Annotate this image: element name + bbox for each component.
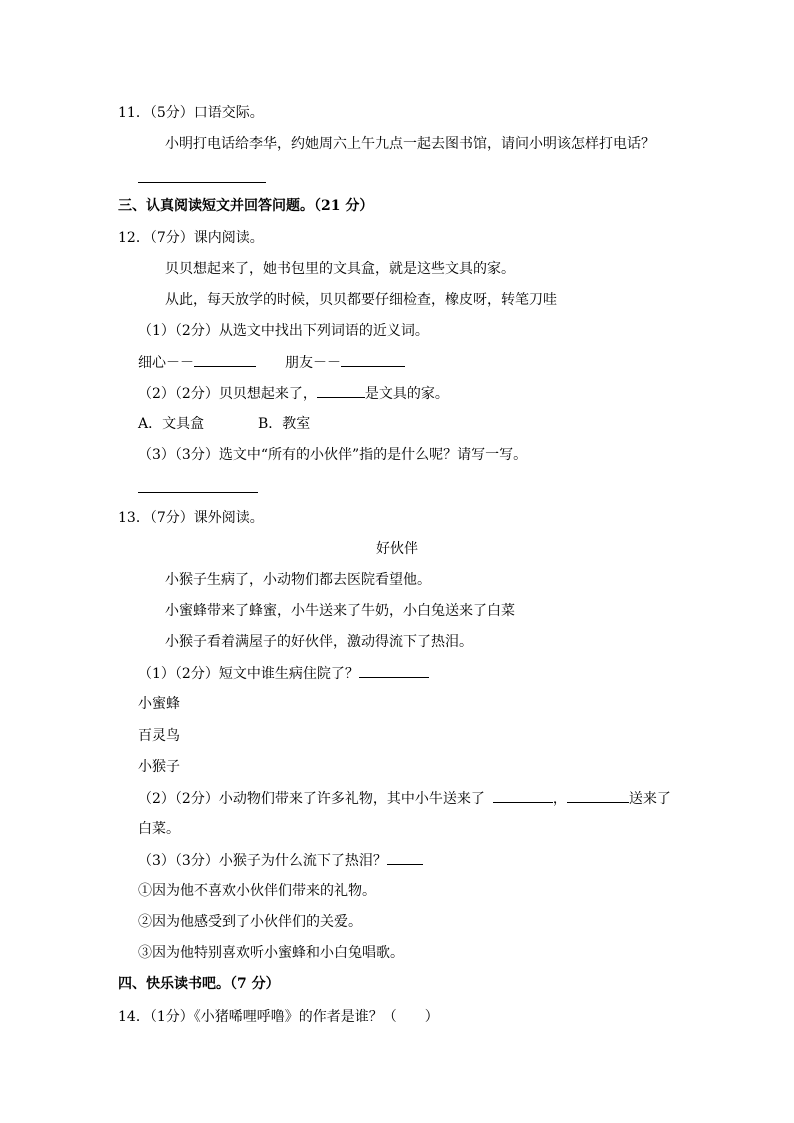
q13-sub2-cont: 白菜。 [138,821,180,837]
q13-sub3-text: （3）（3分）小猴子为什么流下了热泪？ [138,853,387,869]
q13-story-title: 好伙伴 [376,541,418,557]
q13-para1: 小猴子生病了，小动物们都去医院看望他。 [165,572,431,588]
q12-title: 12．（7分）课内阅读。 [118,230,264,246]
q13-sub2-blank1[interactable] [493,788,553,803]
q12-word2-blank[interactable] [341,352,405,367]
q12-word1-blank[interactable] [194,352,256,367]
q13-option-1[interactable]: ①因为他不喜欢小伙伴们带来的礼物。 [138,883,376,899]
q13-sub2-post: 送来了 [628,791,671,807]
q13-sub2-blank2[interactable] [567,788,629,803]
q12-word2: 朋友－－ [285,355,341,371]
q12-sub3-answer-line[interactable] [138,492,258,493]
q13-option-3[interactable]: ③因为他特别喜欢听小蜜蜂和小白兔唱歌。 [138,945,404,961]
q12-para2: 从此，每天放学的时候，贝贝都要仔细检查，橡皮呀，转笔刀哇 [165,292,557,308]
q13-choice-2[interactable]: 百灵鸟 [138,728,180,744]
section4-heading: 四、快乐读书吧。（7 分） [118,976,280,992]
q12-sub2-post: 是文具的家。 [364,386,449,402]
q13-title: 13．（7分）课外阅读。 [118,510,264,526]
q13-sub2-mid: ， [552,791,567,807]
q12-word1: 细心－－ [138,355,194,371]
q14-title: 14．（1分）《小猪唏哩呼噜》的作者是谁？（ ） [118,1009,439,1025]
q11-prompt: 小明打电话给李华，约她周六上午九点一起去图书馆，请问小明该怎样打电话？ [165,136,655,152]
q13-para3: 小猴子看着满屋子的好伙伴，激动得流下了热泪。 [165,634,473,650]
q11-answer-line[interactable] [138,182,266,183]
q13-option-2[interactable]: ②因为他感受到了小伙伴们的关爱。 [138,914,362,930]
q12-sub1: （1）（2分）从选文中找出下列词语的近义词。 [138,323,429,339]
q11-title: 11．（5分）口语交际。 [118,105,264,121]
q12-option-a[interactable]: A．文具盒 [138,416,205,432]
q12-word2-row [285,352,405,373]
q13-para2: 小蜜蜂带来了蜂蜜，小牛送来了牛奶，小白兔送来了白菜 [165,603,515,619]
q12-para1: 贝贝想起来了，她书包里的文具盒，就是这些文具的家。 [165,261,515,277]
q13-sub2 [138,788,671,809]
q12-word1-row [138,352,256,373]
q12-sub3: （3）（3分）选文中“所有的小伙伴”指的是什么呢？请写一写。 [138,447,528,463]
q12-sub2-pre: （2）（2分）贝贝想起来了， [138,386,317,402]
q12-sub2-blank[interactable] [317,383,365,398]
q13-sub1-blank[interactable] [359,663,429,678]
q13-sub2-pre: （2）（2分）小动物们带来了许多礼物，其中小牛送来了 [138,791,485,807]
q13-sub1-text: （1）（2分）短文中谁生病住院了？ [138,666,359,682]
q13-choice-1[interactable]: 小蜜蜂 [138,696,180,712]
q13-choice-3[interactable]: 小猴子 [138,759,180,775]
section3-heading: 三、认真阅读短文并回答问题。（21 分） [118,198,374,214]
q13-sub1 [138,663,429,684]
q13-sub3-blank[interactable] [387,850,423,865]
q12-sub2 [138,383,449,404]
q12-option-b[interactable]: B．教室 [258,416,311,432]
q13-sub3 [138,850,423,871]
